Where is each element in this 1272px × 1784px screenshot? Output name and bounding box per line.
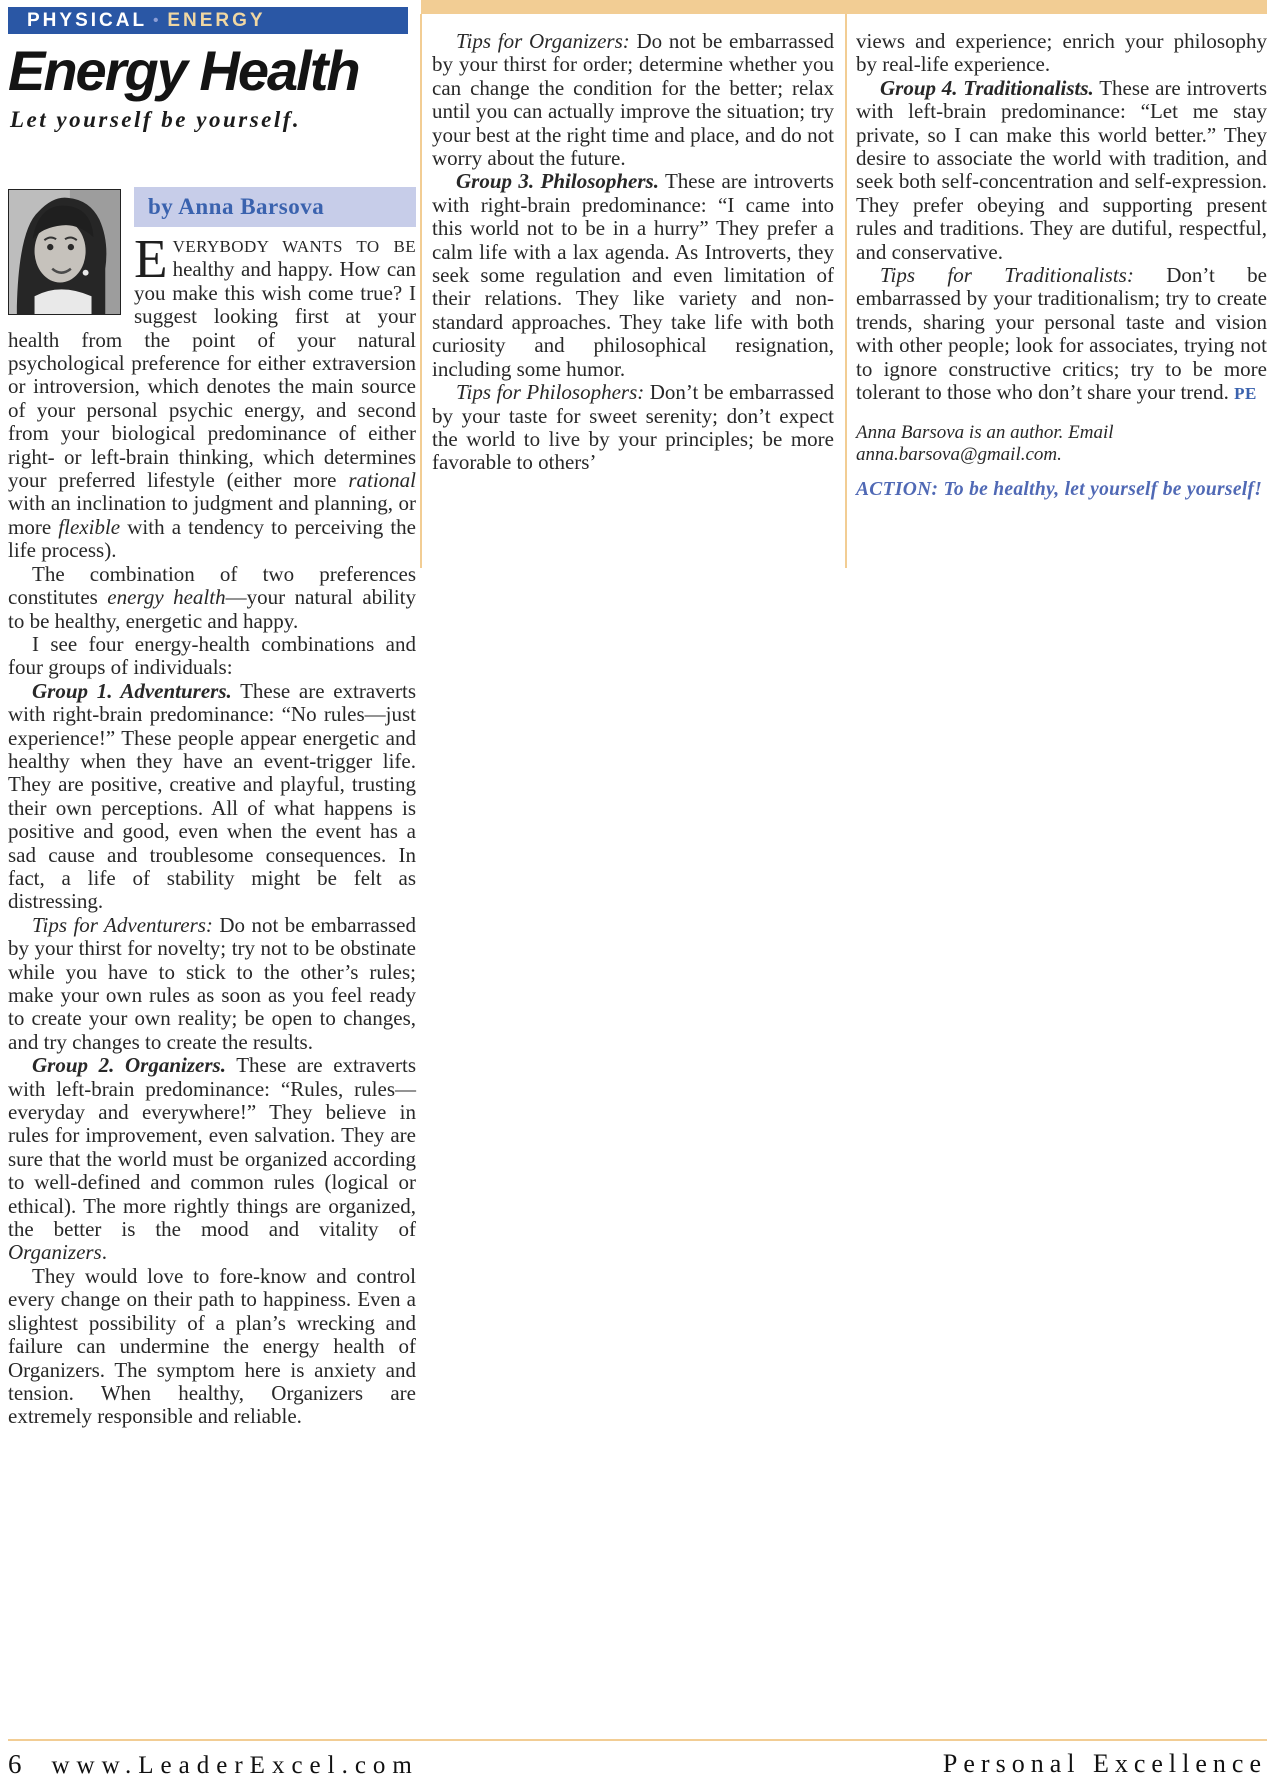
- article-title: Energy Health: [8, 39, 359, 102]
- text-segment: Anna Barsova is an author. Email: [856, 421, 1114, 443]
- text-segment: views and experience; enrich your philosophy by real-life experience.: [856, 29, 1267, 77]
- author-portrait-image: [9, 190, 120, 314]
- text-segment: Don’t be embarrassed by your taste for sweet serenity; don’t expect the world to live by your principles; be more favorable to others’: [432, 380, 834, 475]
- text-segment: They would love to fore-know and control every change on their path to happiness. Even a slightest possibility of a plan’s wrecking and failure can undermine the energy health of Organizers. The symptom here is anxiety and tension. When healthy, Organizers are extremely responsible and reliable.: [8, 1263, 416, 1429]
- text-segment: Do not be embarrassed by your thirst for order; determine whether you can change the condition for the better; relax until you can actually improve the situation; try your best at the right time and place, and do not worry about the future.: [432, 29, 834, 171]
- text-segment: Group 2. Organizers.: [32, 1053, 226, 1078]
- text-segment: .: [101, 1240, 107, 1265]
- article-paragraph: [432, 170, 834, 381]
- column-2-text: [432, 30, 834, 475]
- footer-magazine-name: Personal Excellence: [942, 1749, 1267, 1778]
- page-number: 6: [8, 1749, 22, 1779]
- text-segment: The combination of two preferences constitutes: [8, 561, 416, 610]
- article-lede: [8, 187, 416, 1429]
- text-segment: —your natural ability to be healthy, energetic and happy.: [8, 585, 416, 633]
- article-paragraph: [856, 77, 1267, 264]
- text-segment: healthy and happy. How can you make this wish come true? I suggest looking first at your health from the point of your natural psychological preference for either extraversion or introversion, which denotes the main source of your personal psychic energy, and second from your biological predominance of either right- or left-brain thinking, which determines your preferred lifestyle (either more: [8, 257, 416, 493]
- text-segment: Tips for Adventurers:: [32, 912, 213, 937]
- article-paragraph: [856, 264, 1267, 405]
- text-segment: Organizers: [8, 1240, 102, 1265]
- author-note: [856, 422, 1267, 466]
- column-divider: [420, 14, 422, 568]
- banner-section-energy: ENERGY: [167, 9, 266, 31]
- article-paragraph: [432, 381, 834, 475]
- text-segment: These are introverts with right-brain predominance: “I came into this world not to be in a hurry” They prefer a calm life with a lax agenda. As Introverts, they seek some regulation and even limitation of their relations. They like variety and non-standard approaches. They take life with both curiosity and philosophical resignation, including some humor.: [432, 169, 834, 381]
- column-3-text: [856, 30, 1267, 501]
- text-segment: with an inclination to judgment and planning, or more: [8, 491, 416, 539]
- text-segment: rational: [348, 468, 416, 493]
- article-subtitle: Let yourself be yourself.: [10, 107, 302, 132]
- text-segment: These are extraverts with right-brain predominance: “No rules—just experience!” These people appear energetic and healthy when they have an event-trigger life. They are positive, creative and playful, trusting their own perceptions. All of what happens is positive and good, even when the event has a sad cause and troublesome consequences. In fact, a life of stability might be felt as distressing.: [8, 678, 417, 914]
- top-rule-bar: [421, 0, 1267, 14]
- byline-bar: [134, 187, 416, 227]
- author-email: anna.barsova@gmail.com.: [856, 443, 1062, 465]
- article-paragraph: [8, 680, 416, 914]
- text-segment: VERYBODY WANTS TO BE: [172, 237, 416, 256]
- article-paragraph: [856, 30, 1267, 77]
- text-segment: Tips for Organizers:: [456, 29, 630, 53]
- text-segment: Tips for Philosophers:: [456, 380, 645, 405]
- text-segment: These are extraverts with left-brain predominance: “Rules, rules—everyday and everywhere!” They believe in rules for improvement, even salvation. They are sure that the world must be organized according to well-defined and common rules (logical or ethical). The more rightly things are organized, the better is the mood and vitality of: [8, 1053, 416, 1242]
- footer-website[interactable]: www.LeaderExcel.com: [51, 1752, 419, 1779]
- text-segment: Group 1. Adventurers.: [32, 678, 232, 703]
- text-segment: Group 4. Traditionalists.: [880, 75, 1094, 100]
- author-photo: [8, 189, 121, 315]
- drop-cap: E: [134, 228, 168, 289]
- article-paragraph: [8, 1054, 416, 1265]
- text-segment: PE: [1234, 384, 1257, 404]
- article-paragraph: [8, 914, 416, 1054]
- footer-rule: [8, 1739, 1267, 1741]
- banner-section-physical: PHYSICAL: [27, 9, 148, 31]
- article-paragraph: [8, 1265, 416, 1429]
- article-paragraph: [8, 633, 416, 680]
- banner-bullet-icon: •: [153, 12, 159, 29]
- text-segment: ACTION: To be healthy, let yourself be yourself!: [856, 478, 1263, 500]
- text-segment: These are introverts with left-brain predominance: “Let me stay private, so I can make this world better.” They desire to associate the world with tradition, and seek both self-concentration and self-expression. They prefer obeying and supporting present rules and traditions. They are dutiful, respectful, and conservative.: [856, 75, 1267, 264]
- column-1: [8, 0, 416, 1429]
- column-1-text: [8, 228, 417, 1429]
- text-segment: flexible: [58, 514, 121, 539]
- text-segment: Tips for Traditionalists:: [880, 263, 1134, 288]
- column-divider: [845, 14, 847, 568]
- text-segment: with a tendency to perceiving the life process).: [8, 514, 416, 563]
- text-segment: I see four energy-health combinations and four groups of individuals:: [8, 631, 416, 680]
- article-paragraph: [8, 563, 416, 633]
- text-segment: energy health: [107, 585, 226, 610]
- footer-left: [8, 1749, 419, 1780]
- byline-text: by Anna Barsova: [148, 194, 325, 220]
- text-segment: Do not be embarrassed by your thirst for novelty; try not to be obstinate while you have to stick to the other’s rules; make your own rules as soon as you feel ready to create your own reality; be open to changes, and try changes to create the results.: [8, 912, 416, 1054]
- text-segment: Group 3. Philosophers.: [456, 169, 659, 194]
- action-line: [856, 478, 1267, 501]
- text-segment: Don’t be embarrassed by your traditionalism; try to create trends, sharing your personal taste and vision with other people; look for associates, trying not to ignore constructive critics; try to be more tolerant to those who don’t share your trend.: [856, 263, 1268, 405]
- article-paragraph: [432, 30, 834, 170]
